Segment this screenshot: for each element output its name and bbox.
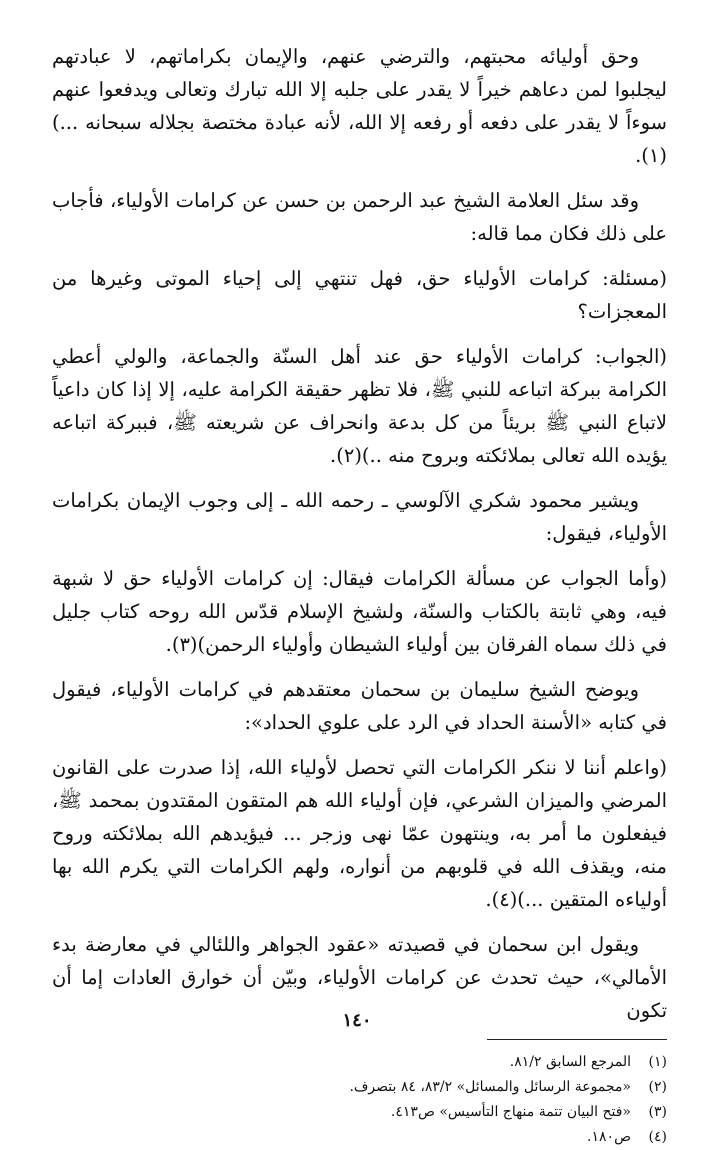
paragraph: ويوضح الشيخ سليمان بن سحمان معتقدهم في كرامات الأولياء، فيقول في كتابه «الأسنة الحداد في الرد على علوي الحداد»: bbox=[52, 678, 667, 734]
footnote-number: (٣) bbox=[648, 1104, 667, 1120]
footnote-number: (٤) bbox=[648, 1129, 667, 1145]
footnote-text: ص١٨٠. bbox=[587, 1129, 631, 1145]
footnote-number: (٢) bbox=[648, 1079, 667, 1095]
footnote bbox=[52, 1050, 667, 1075]
footnote-text: «مجموعة الرسائل والمسائل» ٨٣/٢، ٨٤ بتصرف. bbox=[349, 1079, 631, 1095]
quote-paragraph: (الجواب: كرامات الأولياء حق عند أهل السنّة والجماعة، والولي أعطي الكرامة ببركة اتباعه للنبي ﷺ، فلا تظهر حقيقة الكرامة عليه، إلا إذا كان داعياً لاتباع النبي ﷺ بريئاً من كل بدعة وانحراف عن شريعته ﷺ، فببركة اتباعه يؤيده الله تعالى بملائكته وبروح منه ..)(٢). bbox=[52, 345, 667, 467]
footnote bbox=[52, 1075, 667, 1100]
page-body bbox=[52, 40, 667, 1150]
footnotes bbox=[52, 1050, 667, 1150]
quote-paragraph: (واعلم أننا لا ننكر الكرامات التي تحصل لأولياء الله، إذا صدرت على القانون المرضي والميزان الشرعي، فإن أولياء الله هم المتقون المقتدون بمحمد ﷺ، فيفعلون ما أمر به، وينتهون عمّا نهى وزجر ... فيؤيدهم الله بملائكته وروح منه، ويقذف الله في قلوبهم من أنواره، ولهم الكرامات التي يكرم الله بها أولياءه المتقين ...)(٤). bbox=[52, 756, 667, 911]
paragraph: وقد سئل العلامة الشيخ عبد الرحمن بن حسن عن كرامات الأولياء، فأجاب على ذلك فكان مما قاله: bbox=[52, 189, 667, 245]
quote-paragraph: (مسئلة: كرامات الأولياء حق، فهل تنتهي إلى إحياء الموتى وغيرها من المعجزات؟ bbox=[52, 267, 667, 323]
paragraph: ويقول ابن سحمان في قصيدته «عقود الجواهر واللئالي في معارضة بدء الأمالي»، حيث تحدث عن كرامات الأولياء، وبيّن أن خوارق العادات إما أن تكون bbox=[52, 933, 667, 1022]
main-text bbox=[52, 40, 667, 1027]
quote-paragraph: (وأما الجواب عن مسألة الكرامات فيقال: إن كرامات الأولياء حق لا شبهة فيه، وهي ثابتة بالكتاب والسنّة، ولشيخ الإسلام قدّس الله روحه كتاب جليل في ذلك سماه الفرقان بين أولياء الشيطان وأولياء الرحمن)(٣). bbox=[52, 567, 667, 656]
footnote bbox=[52, 1125, 667, 1150]
footnote-text: المرجع السابق ٨١/٢. bbox=[509, 1054, 631, 1070]
footnote-number: (١) bbox=[648, 1054, 667, 1070]
footnote-divider bbox=[487, 1039, 667, 1040]
page-number: ١٤٠ bbox=[342, 1010, 372, 1031]
paragraph: وحق أوليائه محبتهم، والترضي عنهم، والإيمان بكراماتهم، لا عبادتهم ليجلبوا لمن دعاهم خيراً لا يقدر على جلبه إلا الله تبارك وتعالى ويدفعوا عنهم سوءاً لا يقدر على دفعه أو رفعه إلا الله، لأنه عبادة مختصة بجلاله سبحانه ...)(١). bbox=[52, 45, 667, 167]
footnote-text: «فتح البيان تتمة منهاج التأسيس» ص٤١٣. bbox=[390, 1104, 631, 1120]
footnote bbox=[52, 1100, 667, 1125]
paragraph: ويشير محمود شكري الآلوسي ـ رحمه الله ـ إلى وجوب الإيمان بكرامات الأولياء، فيقول: bbox=[52, 489, 667, 545]
